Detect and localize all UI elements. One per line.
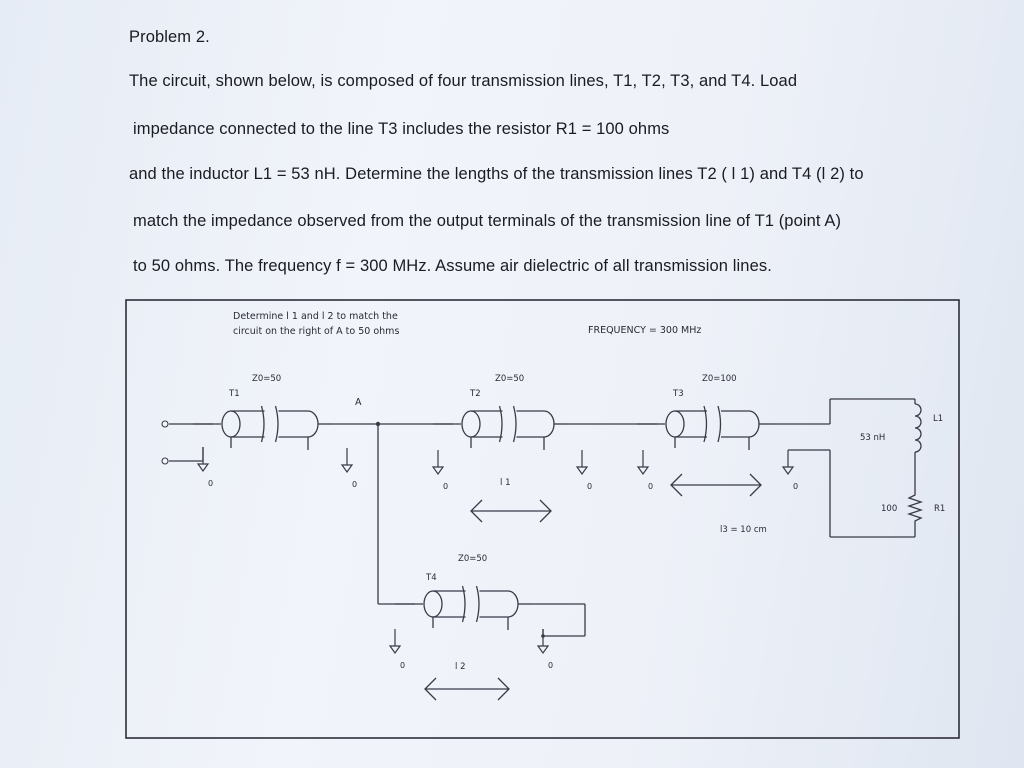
resistor-r1 xyxy=(909,489,921,537)
t3-length-label: l3 = 10 cm xyxy=(720,525,767,535)
problem-text-line-3: and the inductor L1 = 53 nH. Determine the lengths of the transmission lines T2 ( l 1) and T4 (l 2) to xyxy=(129,165,864,183)
transmission-line-t1 xyxy=(193,406,332,450)
ground-label: 0 xyxy=(400,661,406,670)
ground-label: 0 xyxy=(587,482,593,491)
t4-z0-label: Z0=50 xyxy=(458,554,488,564)
problem-heading: Problem 2. xyxy=(129,28,210,46)
ground-label: 0 xyxy=(548,661,554,670)
ground-label: 0 xyxy=(648,482,654,491)
input-port-bottom xyxy=(162,458,168,464)
node-a-label: A xyxy=(355,397,362,408)
problem-text-line-4: match the impedance observed from the output terminals of the transmission line of T1 (point A) xyxy=(133,212,842,230)
ground-label: 0 xyxy=(443,482,449,491)
node-a-junction xyxy=(376,422,380,426)
ground-icon xyxy=(433,450,448,491)
problem-text-line-5: to 50 ohms. The frequency f = 300 MHz. Assume air dielectric of all transmission lines. xyxy=(133,257,772,275)
transmission-line-t4 xyxy=(395,586,532,630)
ground-icon xyxy=(577,450,592,491)
t2-z0-label: Z0=50 xyxy=(495,374,525,384)
problem-text-line-2: impedance connected to the line T3 includes the resistor R1 = 100 ohms xyxy=(133,120,670,138)
t1-name-label: T1 xyxy=(229,389,240,399)
t2-name-label: T2 xyxy=(470,389,481,399)
inductor-l1 xyxy=(915,404,921,452)
resistor-value: 100 xyxy=(881,504,898,514)
resistor-ref: R1 xyxy=(934,504,946,514)
frequency-label: FREQUENCY = 300 MHz xyxy=(588,325,702,336)
ground-icon xyxy=(638,450,653,491)
t3-length-arrow xyxy=(671,474,761,496)
t2-length-arrow xyxy=(471,500,551,522)
problem-text-line-1: The circuit, shown below, is composed of four transmission lines, T1, T2, T3, and T4. Load xyxy=(129,72,798,90)
ground-icon xyxy=(198,447,213,488)
ground-label: 0 xyxy=(352,480,358,489)
t2-length-label: l 1 xyxy=(500,478,511,488)
ground-icon xyxy=(538,629,553,670)
transmission-line-t2 xyxy=(433,406,568,450)
ground-icon xyxy=(390,629,405,670)
input-port-top xyxy=(162,421,168,427)
t4-length-label: l 2 xyxy=(455,662,466,672)
transmission-line-t3 xyxy=(637,406,773,450)
ground-symbols xyxy=(198,447,798,670)
t1-z0-label: Z0=50 xyxy=(252,374,282,384)
diagram-note-line-2: circuit on the right of A to 50 ohms xyxy=(233,326,400,337)
ground-label: 0 xyxy=(208,479,214,488)
t3-z0-label: Z0=100 xyxy=(702,374,737,384)
t3-name-label: T3 xyxy=(673,389,684,399)
inductor-ref: L1 xyxy=(933,414,944,424)
circuit-diagram xyxy=(125,299,960,739)
ground-icon xyxy=(783,450,798,491)
ground-label: 0 xyxy=(793,482,799,491)
ground-icon xyxy=(342,448,357,489)
diagram-note-line-1: Determine l 1 and l 2 to match the xyxy=(233,311,398,322)
inductor-value: 53 nH xyxy=(860,433,886,443)
t4-name-label: T4 xyxy=(426,573,437,583)
t4-length-arrow xyxy=(425,678,509,700)
